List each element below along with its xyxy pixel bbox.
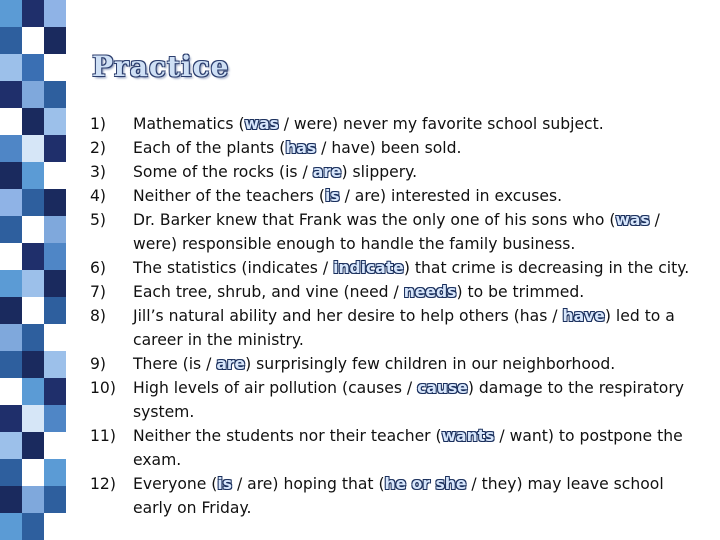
sentence-fragment: Each of the plants ( [133, 139, 286, 157]
answer-highlight: indicate [333, 259, 404, 277]
practice-item [90, 352, 706, 376]
sentence-fragment: ) surprisingly few children in our neighborhood. [245, 355, 616, 373]
item-text [133, 304, 706, 352]
sidebar-tile [0, 135, 22, 162]
sentence-fragment: Some of the rocks (is / [133, 163, 313, 181]
sidebar-tile [0, 216, 22, 243]
sidebar-tile [0, 351, 22, 378]
sidebar-tile [44, 486, 66, 513]
item-number: 5) [90, 211, 107, 229]
practice-item [90, 112, 706, 136]
sidebar-tile [44, 189, 66, 216]
sidebar-tile [0, 270, 22, 297]
sidebar-tile [22, 135, 44, 162]
item-text [133, 160, 706, 184]
answer-highlight: are [312, 163, 342, 181]
item-text [133, 424, 706, 472]
sidebar-tile [44, 459, 66, 486]
sentence-fragment: / have) been sold. [316, 139, 462, 157]
sidebar-tile [22, 81, 44, 108]
sentence-fragment: Mathematics ( [133, 115, 245, 133]
sentence-fragment: ) damage to the respiratory system. [133, 379, 684, 421]
sentence-fragment: Jill’s natural ability and her desire to help others (has / [133, 307, 563, 325]
item-number: 9) [90, 355, 107, 373]
sentence-fragment: / are) hoping that ( [232, 475, 385, 493]
sentence-fragment: Neither of the teachers ( [133, 187, 325, 205]
item-number: 8) [90, 307, 107, 325]
sidebar-tile [22, 270, 44, 297]
sentence-fragment: / were) never my favorite school subject. [278, 115, 604, 133]
sidebar-tile [44, 378, 66, 405]
item-number: 10) [90, 379, 116, 397]
sidebar-tile [22, 27, 44, 54]
sidebar-tile [0, 405, 22, 432]
item-text [133, 280, 706, 304]
sidebar-tile [44, 162, 66, 189]
sentence-fragment: Dr. Barker knew that Frank was the only one of his sons who ( [133, 211, 616, 229]
sidebar-tile [22, 432, 44, 459]
sidebar-tile [22, 162, 44, 189]
sentence-fragment: Neither the students nor their teacher ( [133, 427, 442, 445]
item-text [133, 208, 706, 256]
sidebar-tile [22, 0, 44, 27]
sidebar-tile [22, 459, 44, 486]
practice-item [90, 376, 706, 424]
item-number: 1) [90, 115, 107, 133]
sidebar-tile [44, 351, 66, 378]
sentence-fragment: There (is / [133, 355, 217, 373]
answer-highlight: was [615, 211, 650, 229]
sidebar-tile [0, 189, 22, 216]
sidebar-tile [44, 135, 66, 162]
sidebar-tile [0, 297, 22, 324]
sidebar-tile [44, 432, 66, 459]
sidebar-tile [44, 243, 66, 270]
sidebar-tile [0, 486, 22, 513]
sidebar-tile [0, 0, 22, 27]
item-text [133, 472, 706, 520]
sidebar-tile [0, 513, 22, 540]
sidebar-tile [0, 27, 22, 54]
sidebar-tile [44, 27, 66, 54]
sidebar-tile [44, 270, 66, 297]
item-number: 2) [90, 139, 107, 157]
slide-title: Practice [92, 50, 230, 83]
sidebar-tile [22, 486, 44, 513]
sidebar-tile [0, 378, 22, 405]
sidebar-tile [0, 162, 22, 189]
sentence-fragment: High levels of air pollution (causes / [133, 379, 418, 397]
practice-item [90, 208, 706, 256]
sidebar-tile [22, 189, 44, 216]
sidebar-tile [22, 54, 44, 81]
sidebar-tile [22, 378, 44, 405]
sentence-fragment: / want) to postpone the exam. [133, 427, 683, 469]
practice-item [90, 280, 706, 304]
sidebar-tile [22, 351, 44, 378]
answer-highlight: he or she [384, 475, 467, 493]
item-number: 11) [90, 427, 116, 445]
item-text [133, 112, 706, 136]
item-text [133, 136, 706, 160]
sidebar-tile [22, 243, 44, 270]
sentence-fragment: / were) responsible enough to handle the family business. [133, 211, 660, 253]
item-number: 12) [90, 475, 116, 493]
sidebar-tile [0, 432, 22, 459]
practice-item [90, 184, 706, 208]
sentence-fragment: ) that crime is decreasing in the city. [403, 259, 690, 277]
practice-list [90, 112, 706, 520]
sidebar-tile [44, 216, 66, 243]
practice-item [90, 136, 706, 160]
sidebar-tile [0, 243, 22, 270]
item-text [133, 376, 706, 424]
answer-highlight: are [216, 355, 246, 373]
item-number: 3) [90, 163, 107, 181]
answer-highlight: needs [403, 283, 457, 301]
item-text [133, 256, 706, 280]
practice-item [90, 424, 706, 472]
sentence-fragment: ) led to a career in the ministry. [133, 307, 675, 349]
item-number: 6) [90, 259, 107, 277]
practice-item [90, 160, 706, 184]
sidebar-tile [44, 81, 66, 108]
answer-highlight: have [562, 307, 605, 325]
sidebar-tile [22, 324, 44, 351]
sidebar-tile [22, 216, 44, 243]
item-number: 4) [90, 187, 107, 205]
sentence-fragment: The statistics (indicates / [133, 259, 334, 277]
answer-highlight: wants [441, 427, 495, 445]
sidebar-tile [22, 405, 44, 432]
sidebar-tile [44, 0, 66, 27]
decorative-sidebar [0, 0, 66, 540]
sentence-fragment: Everyone ( [133, 475, 218, 493]
sidebar-tile [0, 108, 22, 135]
sidebar-tile [44, 513, 66, 540]
sidebar-tile [44, 324, 66, 351]
sidebar-tile [22, 297, 44, 324]
practice-item [90, 304, 706, 352]
practice-item [90, 256, 706, 280]
answer-highlight: cause [417, 379, 468, 397]
sidebar-tile [44, 405, 66, 432]
sentence-fragment: / are) interested in excuses. [339, 187, 563, 205]
sidebar-tile [0, 81, 22, 108]
sidebar-tile [44, 108, 66, 135]
item-text [133, 184, 706, 208]
answer-highlight: is [217, 475, 233, 493]
sidebar-tile [0, 324, 22, 351]
sentence-fragment: ) to be trimmed. [456, 283, 585, 301]
sidebar-tile [22, 108, 44, 135]
answer-highlight: was [244, 115, 279, 133]
sidebar-tile [44, 54, 66, 81]
item-text [133, 352, 706, 376]
answer-highlight: is [324, 187, 340, 205]
sidebar-tile [44, 297, 66, 324]
practice-item [90, 472, 706, 520]
sentence-fragment: Each tree, shrub, and vine (need / [133, 283, 404, 301]
sidebar-tile [0, 459, 22, 486]
item-number: 7) [90, 283, 107, 301]
sentence-fragment: ) slippery. [341, 163, 418, 181]
sentence-fragment: / they) may leave school early on Friday. [133, 475, 664, 517]
sidebar-tile [22, 513, 44, 540]
answer-highlight: has [285, 139, 317, 157]
sidebar-tile [0, 54, 22, 81]
